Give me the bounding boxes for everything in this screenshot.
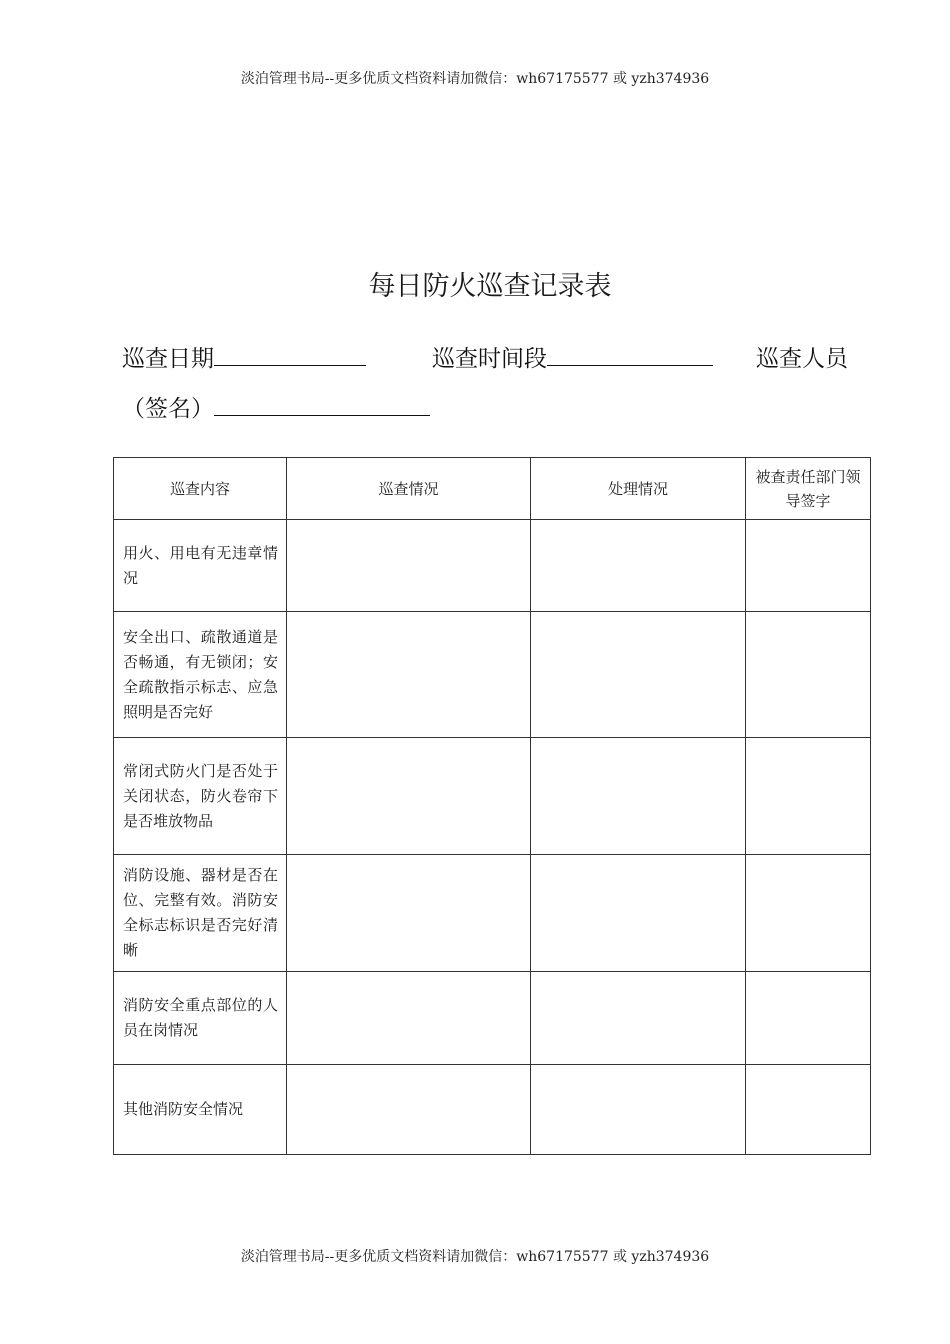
signature-line [122,390,430,423]
signature-label: （签名） [122,396,214,422]
row-item-text: 常闭式防火门是否处于关闭状态，防火卷帘下是否堆放物品 [114,738,287,855]
document-title: 每日防火巡查记录表 [368,271,612,302]
page-footer-watermark: 淡泊管理书局--更多优质文档资料请加微信：wh67175577 或 yzh374936 [240,1249,710,1265]
patrol-period-blank[interactable] [547,343,713,366]
patrol-period-field[interactable] [432,340,713,373]
patrol-person-field [756,340,848,373]
header-patrol-status: 巡查情况 [287,458,531,520]
row-signature-cell[interactable] [746,520,871,612]
table-row [114,738,871,855]
row-status-cell[interactable] [287,855,531,972]
patrol-record-table [113,457,871,1155]
row-signature-cell[interactable] [746,855,871,972]
row-item-text: 其他消防安全情况 [114,1065,287,1155]
patrol-date-field[interactable] [122,340,366,373]
row-signature-cell[interactable] [746,612,871,738]
row-handling-cell[interactable] [531,855,746,972]
row-status-cell[interactable] [287,1065,531,1155]
header-patrol-content: 巡查内容 [114,458,287,520]
row-signature-cell[interactable] [746,972,871,1065]
row-status-cell[interactable] [287,612,531,738]
row-status-cell[interactable] [287,972,531,1065]
signature-blank[interactable] [214,393,430,416]
table-row [114,972,871,1065]
table-row [114,612,871,738]
table-row [114,855,871,972]
row-item-text: 安全出口、疏散通道是否畅通，有无锁闭；安全疏散指示标志、应急照明是否完好 [114,612,287,738]
row-handling-cell[interactable] [531,520,746,612]
row-handling-cell[interactable] [531,972,746,1065]
header-handling-status: 处理情况 [531,458,746,520]
patrol-date-label: 巡查日期 [122,346,214,372]
row-signature-cell[interactable] [746,1065,871,1155]
patrol-person-label: 巡查人员 [756,346,848,372]
page-header-watermark: 淡泊管理书局--更多优质文档资料请加微信：wh67175577 或 yzh374936 [240,71,710,87]
row-item-text: 消防设施、器材是否在位、完整有效。消防安全标志标识是否完好清晰 [114,855,287,972]
table-row [114,1065,871,1155]
patrol-date-blank[interactable] [214,343,366,366]
row-item-text: 消防安全重点部位的人员在岗情况 [114,972,287,1065]
header-leader-signature: 被查责任部门领导签字 [746,458,871,520]
row-status-cell[interactable] [287,520,531,612]
row-item-text: 用火、用电有无违章情况 [114,520,287,612]
signature-field[interactable] [122,396,430,422]
table-row [114,520,871,612]
table-header-row [114,458,871,520]
patrol-period-label: 巡查时间段 [432,346,547,372]
row-handling-cell[interactable] [531,612,746,738]
row-handling-cell[interactable] [531,738,746,855]
row-signature-cell[interactable] [746,738,871,855]
row-status-cell[interactable] [287,738,531,855]
row-handling-cell[interactable] [531,1065,746,1155]
